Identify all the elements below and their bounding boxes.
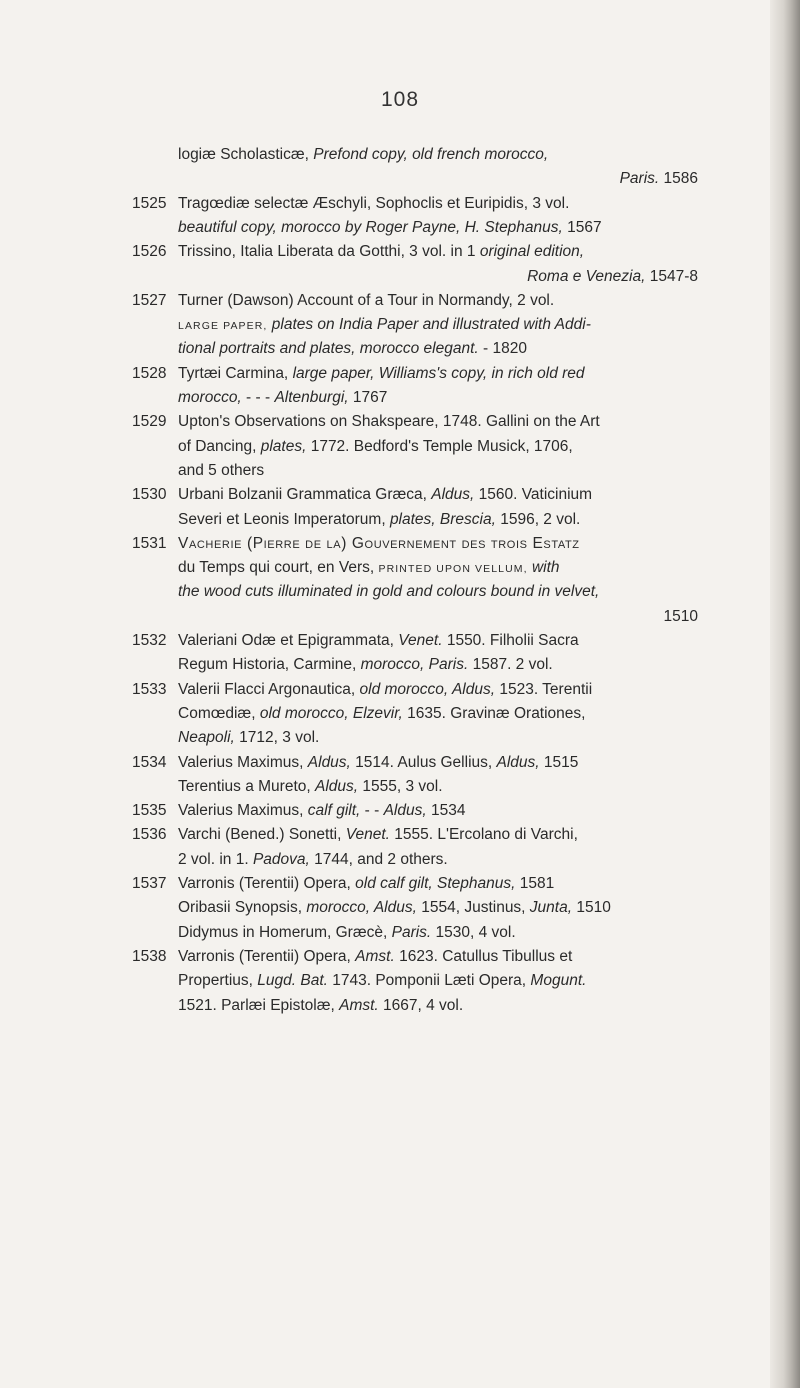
entry-line: beautiful copy, morocco by Roger Payne, H. Stephanus, 1567 bbox=[178, 218, 602, 236]
lot-number: 1536 bbox=[132, 826, 167, 844]
entry-line: du Temps qui court, en Vers, PRINTED UPON VELLUM, with bbox=[178, 559, 560, 577]
entry-line: 1521. Parlæi Epistolæ, Amst. 1667, 4 vol. bbox=[178, 996, 464, 1014]
entry-line: Comœdiæ, old morocco, Elzevir, 1635. Gravinæ Orationes, bbox=[178, 704, 586, 722]
entry-line: Varronis (Terentii) Opera, Amst. 1623. Catullus Tibullus et bbox=[178, 947, 573, 965]
entry-line: Valerius Maximus, Aldus, 1514. Aulus Gellius, Aldus, 1515 bbox=[178, 753, 579, 771]
entry-line: Terentius a Mureto, Aldus, 1555, 3 vol. bbox=[178, 777, 443, 795]
lot-number: 1535 bbox=[132, 802, 167, 820]
entry-line: Vacherie (Pierre de la) Gouvernement des trois Estatz bbox=[178, 534, 580, 552]
lot-number: 1526 bbox=[132, 243, 167, 261]
entry-line: Urbani Bolzanii Grammatica Græca, Aldus, 1560. Vaticinium bbox=[178, 486, 593, 504]
entry-line: 1510 bbox=[663, 607, 698, 625]
entry-line: Paris. 1586 bbox=[619, 170, 698, 188]
entry-line: 2 vol. in 1. Padova, 1744, and 2 others. bbox=[178, 850, 448, 868]
entry-line: Upton's Observations on Shakspeare, 1748. Gallini on the Art bbox=[178, 413, 600, 431]
entry-line: Varronis (Terentii) Opera, old calf gilt, Stephanus, 1581 bbox=[178, 875, 555, 892]
lot-number: 1537 bbox=[132, 875, 167, 892]
entry-line: Roma e Venezia, 1547-8 bbox=[527, 267, 698, 285]
entry-line: tional portraits and plates, morocco elegant. - 1820 bbox=[178, 340, 527, 358]
entry-line: LARGE PAPER, plates on India Paper and illustrated with Addi- bbox=[178, 316, 591, 334]
entry-line: Propertius, Lugd. Bat. 1743. Pomponii Læti Opera, Mogunt. bbox=[178, 972, 587, 990]
lot-number: 1528 bbox=[132, 364, 167, 382]
lot-number: 1527 bbox=[132, 291, 167, 309]
entry-line: Regum Historia, Carmine, morocco, Paris. 1587. 2 vol. bbox=[178, 656, 553, 674]
entry-line: Severi et Leonis Imperatorum, plates, Brescia, 1596, 2 vol. bbox=[178, 510, 581, 528]
entry-line: Didymus in Homerum, Græcè, Paris. 1530, 4 vol. bbox=[178, 923, 516, 941]
entry-line: Varchi (Bened.) Sonetti, Venet. 1555. L'Ercolano di Varchi, bbox=[178, 826, 578, 844]
lot-number: 1531 bbox=[132, 534, 167, 552]
entry-line: Trissino, Italia Liberata da Gotthi, 3 vol. in 1 original edition, bbox=[178, 243, 585, 261]
entry-line: Neapoli, 1712, 3 vol. bbox=[178, 729, 320, 747]
entry-line: Tragœdiæ selectæ Æschyli, Sophoclis et Euripidis, 3 vol. bbox=[178, 194, 570, 212]
entry-line: morocco, - - - Altenburgi, 1767 bbox=[178, 389, 388, 406]
lot-number: 1538 bbox=[132, 947, 167, 965]
lot-number: 1533 bbox=[132, 680, 167, 698]
entry-line: of Dancing, plates, 1772. Bedford's Temple Musick, 1706, bbox=[178, 437, 573, 455]
entry-line: Tyrtæi Carmina, large paper, Williams's copy, in rich old red bbox=[178, 364, 585, 382]
page-edge-shadow bbox=[770, 0, 800, 1388]
page-number: 108 bbox=[380, 88, 420, 111]
entry-line: Oribasii Synopsis, morocco, Aldus, 1554, Justinus, Junta, 1510 bbox=[178, 899, 611, 917]
lot-number: 1532 bbox=[132, 632, 167, 649]
lot-number: 1529 bbox=[132, 413, 167, 431]
entry-line: the wood cuts illuminated in gold and colours bound in velvet, bbox=[178, 583, 600, 601]
entry-line: Valeriani Odæ et Epigrammata, Venet. 1550. Filholii Sacra bbox=[178, 632, 579, 649]
entry-line: Turner (Dawson) Account of a Tour in Normandy, 2 vol. bbox=[178, 291, 555, 309]
lot-number: 1534 bbox=[132, 753, 167, 771]
entry-line: and 5 others bbox=[178, 461, 265, 479]
entry-line: logiæ Scholasticæ, Prefond copy, old french morocco, bbox=[178, 146, 549, 163]
entry-line: Valerius Maximus, calf gilt, - - Aldus, 1534 bbox=[178, 802, 466, 820]
entry-line: Valerii Flacci Argonautica, old morocco, Aldus, 1523. Terentii bbox=[178, 680, 593, 698]
lot-number: 1530 bbox=[132, 486, 167, 504]
lot-number: 1525 bbox=[132, 194, 167, 212]
